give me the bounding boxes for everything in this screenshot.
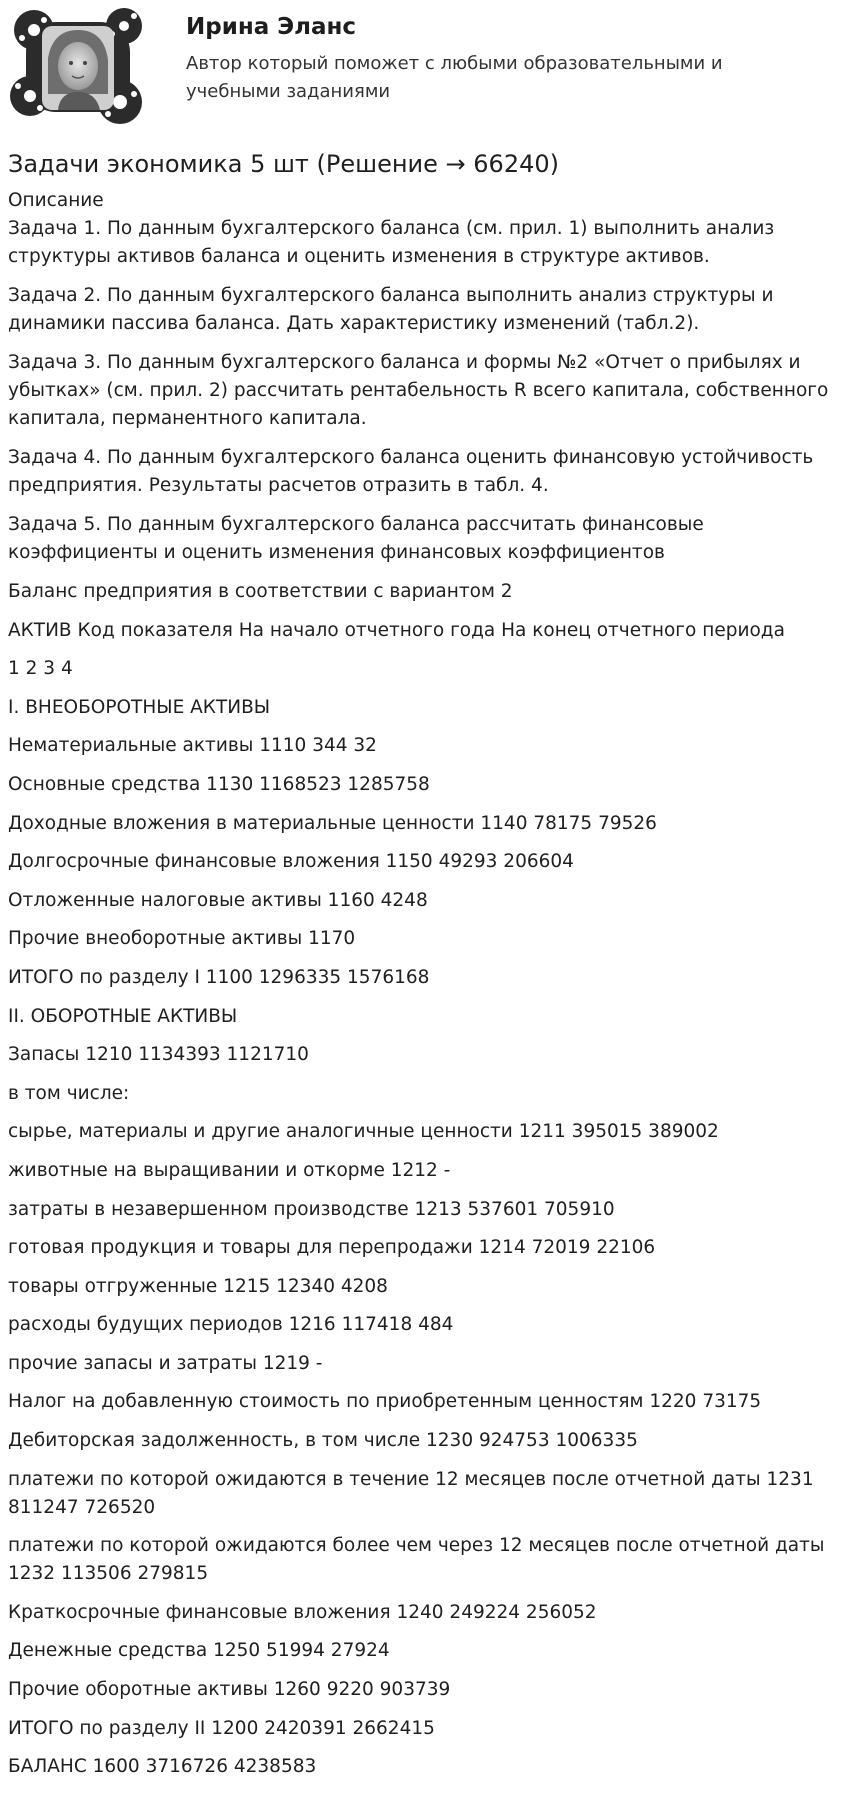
task-2: Задача 2. По данным бухгалтерского баланса выполнить анализ структуры и динамики пассива баланса. Дать характеристику изменений (табл.2). [8, 285, 774, 334]
task-4: Задача 4. По данным бухгалтерского баланса оценить финансовую устойчивость предприятия. Результаты расчетов отразить в табл. 4. [8, 447, 814, 496]
balance-section-1-heading: I. ВНЕОБОРОТНЫЕ АКТИВЫ [8, 696, 271, 718]
balance-line: Краткосрочные финансовые вложения 1240 249224 256052 [8, 1601, 597, 1623]
balance-total: БАЛАНС 1600 3716726 4238583 [8, 1756, 317, 1778]
description-label: Описание [8, 190, 104, 211]
balance-line: товары отгруженные 1215 12340 4208 [8, 1275, 388, 1297]
balance-line: затраты в незавершенном производстве 1213 537601 705910 [8, 1198, 615, 1220]
balance-line: Запасы 1210 1134393 1121710 [8, 1044, 309, 1066]
page-title: Задачи экономика 5 шт (Решение → 66240) [8, 150, 559, 178]
balance-line: в том числе: [8, 1082, 130, 1104]
balance-line: прочие запасы и затраты 1219 - [8, 1352, 323, 1374]
balance-line: животные на выращивании и откорме 1212 - [8, 1159, 451, 1181]
balance-line: Долгосрочные финансовые вложения 1150 49293 206604 [8, 851, 574, 873]
balance-line: платежи по которой ожидаются более чем через 12 месяцев после отчетной даты 1232 113506 279815 [8, 1535, 825, 1585]
balance-column-headers: АКТИВ Код показателя На начало отчетного года На конец отчетного периода [8, 619, 785, 641]
balance-line: Прочие оборотные активы 1260 9220 903739 [8, 1679, 451, 1701]
balance-section-2-heading: II. ОБОРОТНЫЕ АКТИВЫ [8, 1005, 238, 1027]
balance-line: Доходные вложения в материальные ценности 1140 78175 79526 [8, 812, 657, 834]
author-description: Автор который поможет с любыми образовательными и учебными заданиями [186, 53, 723, 102]
balance-line: Основные средства 1130 1168523 1285758 [8, 773, 430, 795]
task-3: Задача 3. По данным бухгалтерского баланса и формы №2 «Отчет о прибылях и убытках» (см. прил. 2) рассчитать рентабельность R всего капитала, собственного капитала, перманентного капитала. [8, 352, 829, 429]
author-name[interactable]: Ирина Эланс [186, 14, 357, 40]
balance-section-1-total: ИТОГО по разделу I 1100 1296335 1576168 [8, 966, 430, 988]
balance-line: Дебиторская задолженность, в том числе 1230 924753 1006335 [8, 1430, 638, 1452]
balance-section-2-total: ИТОГО по разделу II 1200 2420391 2662415 [8, 1717, 435, 1739]
balance-line: сырье, материалы и другие аналогичные ценности 1211 395015 389002 [8, 1121, 719, 1143]
film-reel-avatar-icon[interactable] [8, 8, 150, 126]
balance-line: платежи по которой ожидаются в течение 12 месяцев после отчетной даты 1231 811247 726520 [8, 1468, 814, 1518]
balance-line: расходы будущих периодов 1216 117418 484 [8, 1314, 454, 1336]
balance-line: Налог на добавленную стоимость по приобретенным ценностям 1220 73175 [8, 1391, 762, 1413]
author-header [0, 0, 847, 135]
balance-column-numbers: 1 2 3 4 [8, 658, 73, 680]
balance-line: Прочие внеоборотные активы 1170 [8, 928, 356, 950]
task-description [8, 187, 843, 1792]
balance-line: Отложенные налоговые активы 1160 4248 [8, 889, 428, 911]
balance-heading: Баланс предприятия в соответствии с вариантом 2 [8, 581, 513, 602]
balance-line: Нематериальные активы 1110 344 32 [8, 735, 377, 757]
balance-line: Денежные средства 1250 51994 27924 [8, 1640, 390, 1662]
balance-line: готовая продукция и товары для перепродажи 1214 72019 22106 [8, 1237, 656, 1259]
task-5: Задача 5. По данным бухгалтерского баланса рассчитать финансовые коэффициенты и оценить изменения финансовых коэффициентов [8, 514, 704, 563]
task-1: Задача 1. По данным бухгалтерского баланса (см. прил. 1) выполнить анализ структуры активов баланса и оценить изменения в структуре активов. [8, 218, 775, 267]
